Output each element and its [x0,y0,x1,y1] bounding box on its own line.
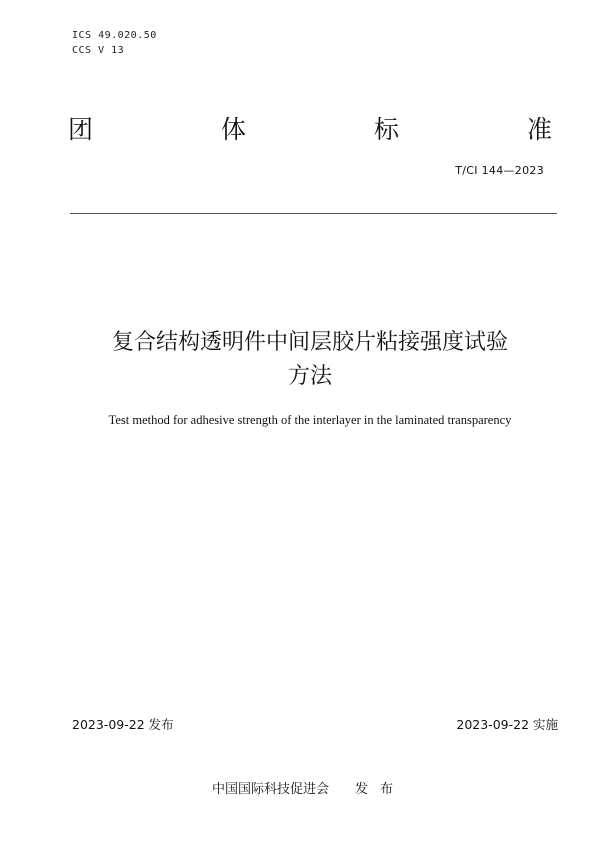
ics-code: ICS 49.020.50 [72,30,157,41]
publish-date: 2023-09-22 发布 [72,717,174,732]
ccs-code: CCS V 13 [72,45,125,56]
standard-type-char: 体 [220,115,246,144]
implement-date: 2023-09-22 实施 [456,717,558,732]
document-title-cn [60,326,560,394]
issuer-line [212,778,405,797]
header-divider [70,213,557,214]
standard-type-char: 标 [373,115,399,144]
issuer-action: 发布 [355,782,406,797]
issuer-organization: 中国国际科技促进会 [212,782,330,797]
document-title-en: Test method for adhesive strength of the interlayer in the laminated transparency [108,413,512,427]
standard-type-heading [68,112,552,148]
title-cn-line-1: 复合结构透明件中间层胶片粘接强度试验 [111,330,508,355]
standard-code: T/CI 144—2023 [455,164,544,177]
classification-codes [72,28,157,58]
standard-type-char: 准 [526,115,552,144]
title-cn-line-2: 方法 [287,364,332,389]
standard-type-char: 团 [68,115,94,144]
